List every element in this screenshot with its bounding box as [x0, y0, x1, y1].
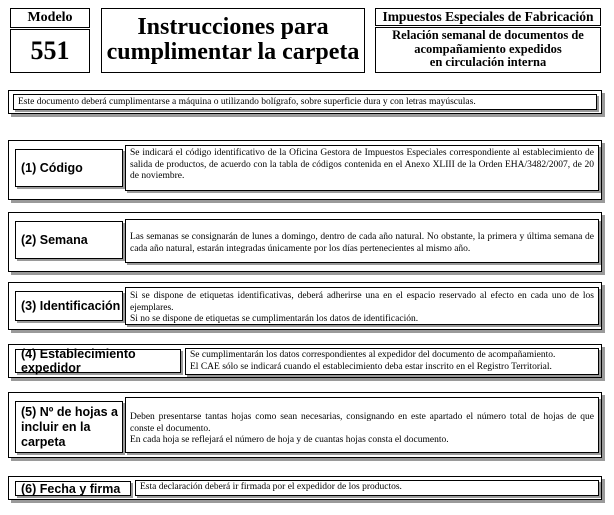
section-semana-title: (2) Semana: [15, 221, 123, 259]
document-description-line-1: Relación semanal de documentos de: [392, 28, 584, 42]
section-semana: [8, 212, 602, 272]
section-establecimiento-text: [185, 348, 599, 375]
section-numero-hojas-text-2: En cada hoja se reflejará el número de hoja y de cuantas hojas consta el documento.: [130, 435, 449, 445]
section-numero-hojas-text: [125, 397, 599, 453]
section-identificacion: [8, 282, 602, 330]
section-identificacion-text-2: Si no se dispone de etiquetas se cumplimentarán los datos de identificación.: [130, 314, 419, 324]
section-semana-text: [125, 219, 599, 263]
document-description-line-2: acompañamiento expedidos: [414, 41, 562, 56]
modelo-label: Modelo: [10, 8, 90, 28]
intro-text: Este documento deberá cumplimentarse a máquina o utilizando bolígrafo, sobre superficie dura y con letras mayúsculas.: [13, 94, 597, 110]
section-fecha-firma-title: (6) Fecha y firma: [15, 481, 131, 496]
section-establecimiento-text-2: El CAE sólo se indicará cuando el establecimiento deba estar inscrito en el Registro Territorial.: [190, 361, 552, 372]
section-identificacion-text-1: Si se dispone de etiquetas identificativas, deberá adherirse una en el espacio reservado al efecto en cada uno de los ejemplares.: [130, 291, 594, 313]
section-fecha-firma: [8, 476, 602, 500]
section-numero-hojas-text-1: Deben presentarse tantas hojas como sean necesarias, consignando en este apartado el número total de hojas de que conste el documento.: [130, 412, 594, 434]
section-identificacion-text: [125, 287, 599, 325]
section-numero-hojas: [8, 392, 602, 458]
section-fecha-firma-text-1: Esta declaración deberá ir firmada por el expedidor de los productos.: [140, 482, 402, 492]
page-title-line-1: Instrucciones para: [137, 14, 329, 40]
section-establecimiento: [8, 344, 602, 378]
page-title: [101, 8, 365, 73]
section-codigo: [8, 140, 602, 200]
document-description-line-3: en circulación interna: [429, 55, 547, 69]
document-description: [375, 27, 601, 73]
section-fecha-firma-text: [135, 480, 599, 496]
section-codigo-title: (1) Código: [15, 149, 123, 187]
section-codigo-text-1: Se indicará el código identificativo de la Oficina Gestora de Impuestos Especiales correspondiente al establecimiento de salida de productos, de acuerdo con la tabla de códigos contenida en el Anexo XLIII de la Orden EHA/3482/2007, de 20 de noviembre.: [130, 148, 594, 181]
section-numero-hojas-title: (5) Nº de hojas a incluir en la carpeta: [15, 401, 123, 453]
section-semana-text-1: Las semanas se consignarán de lunes a domingo, dentro de cada año natural. No obstante, la primera y última semana de cada año natural, estarán integradas únicamente por los días pertenecientes al mismo año.: [130, 232, 594, 254]
modelo-number: 551: [10, 29, 90, 73]
section-establecimiento-text-1: Se cumplimentarán los datos correspondientes al expedidor del documento de acompañamiento.: [190, 350, 556, 360]
intro-panel: [8, 90, 602, 114]
page-title-line-2: cumplimentar la carpeta: [106, 39, 360, 65]
section-establecimiento-title: (4) Establecimiento expedidor: [15, 349, 181, 373]
section-identificacion-title: (3) Identificación: [15, 291, 123, 321]
section-codigo-text: [125, 145, 599, 191]
tax-type-label: Impuestos Especiales de Fabricación: [375, 8, 601, 26]
